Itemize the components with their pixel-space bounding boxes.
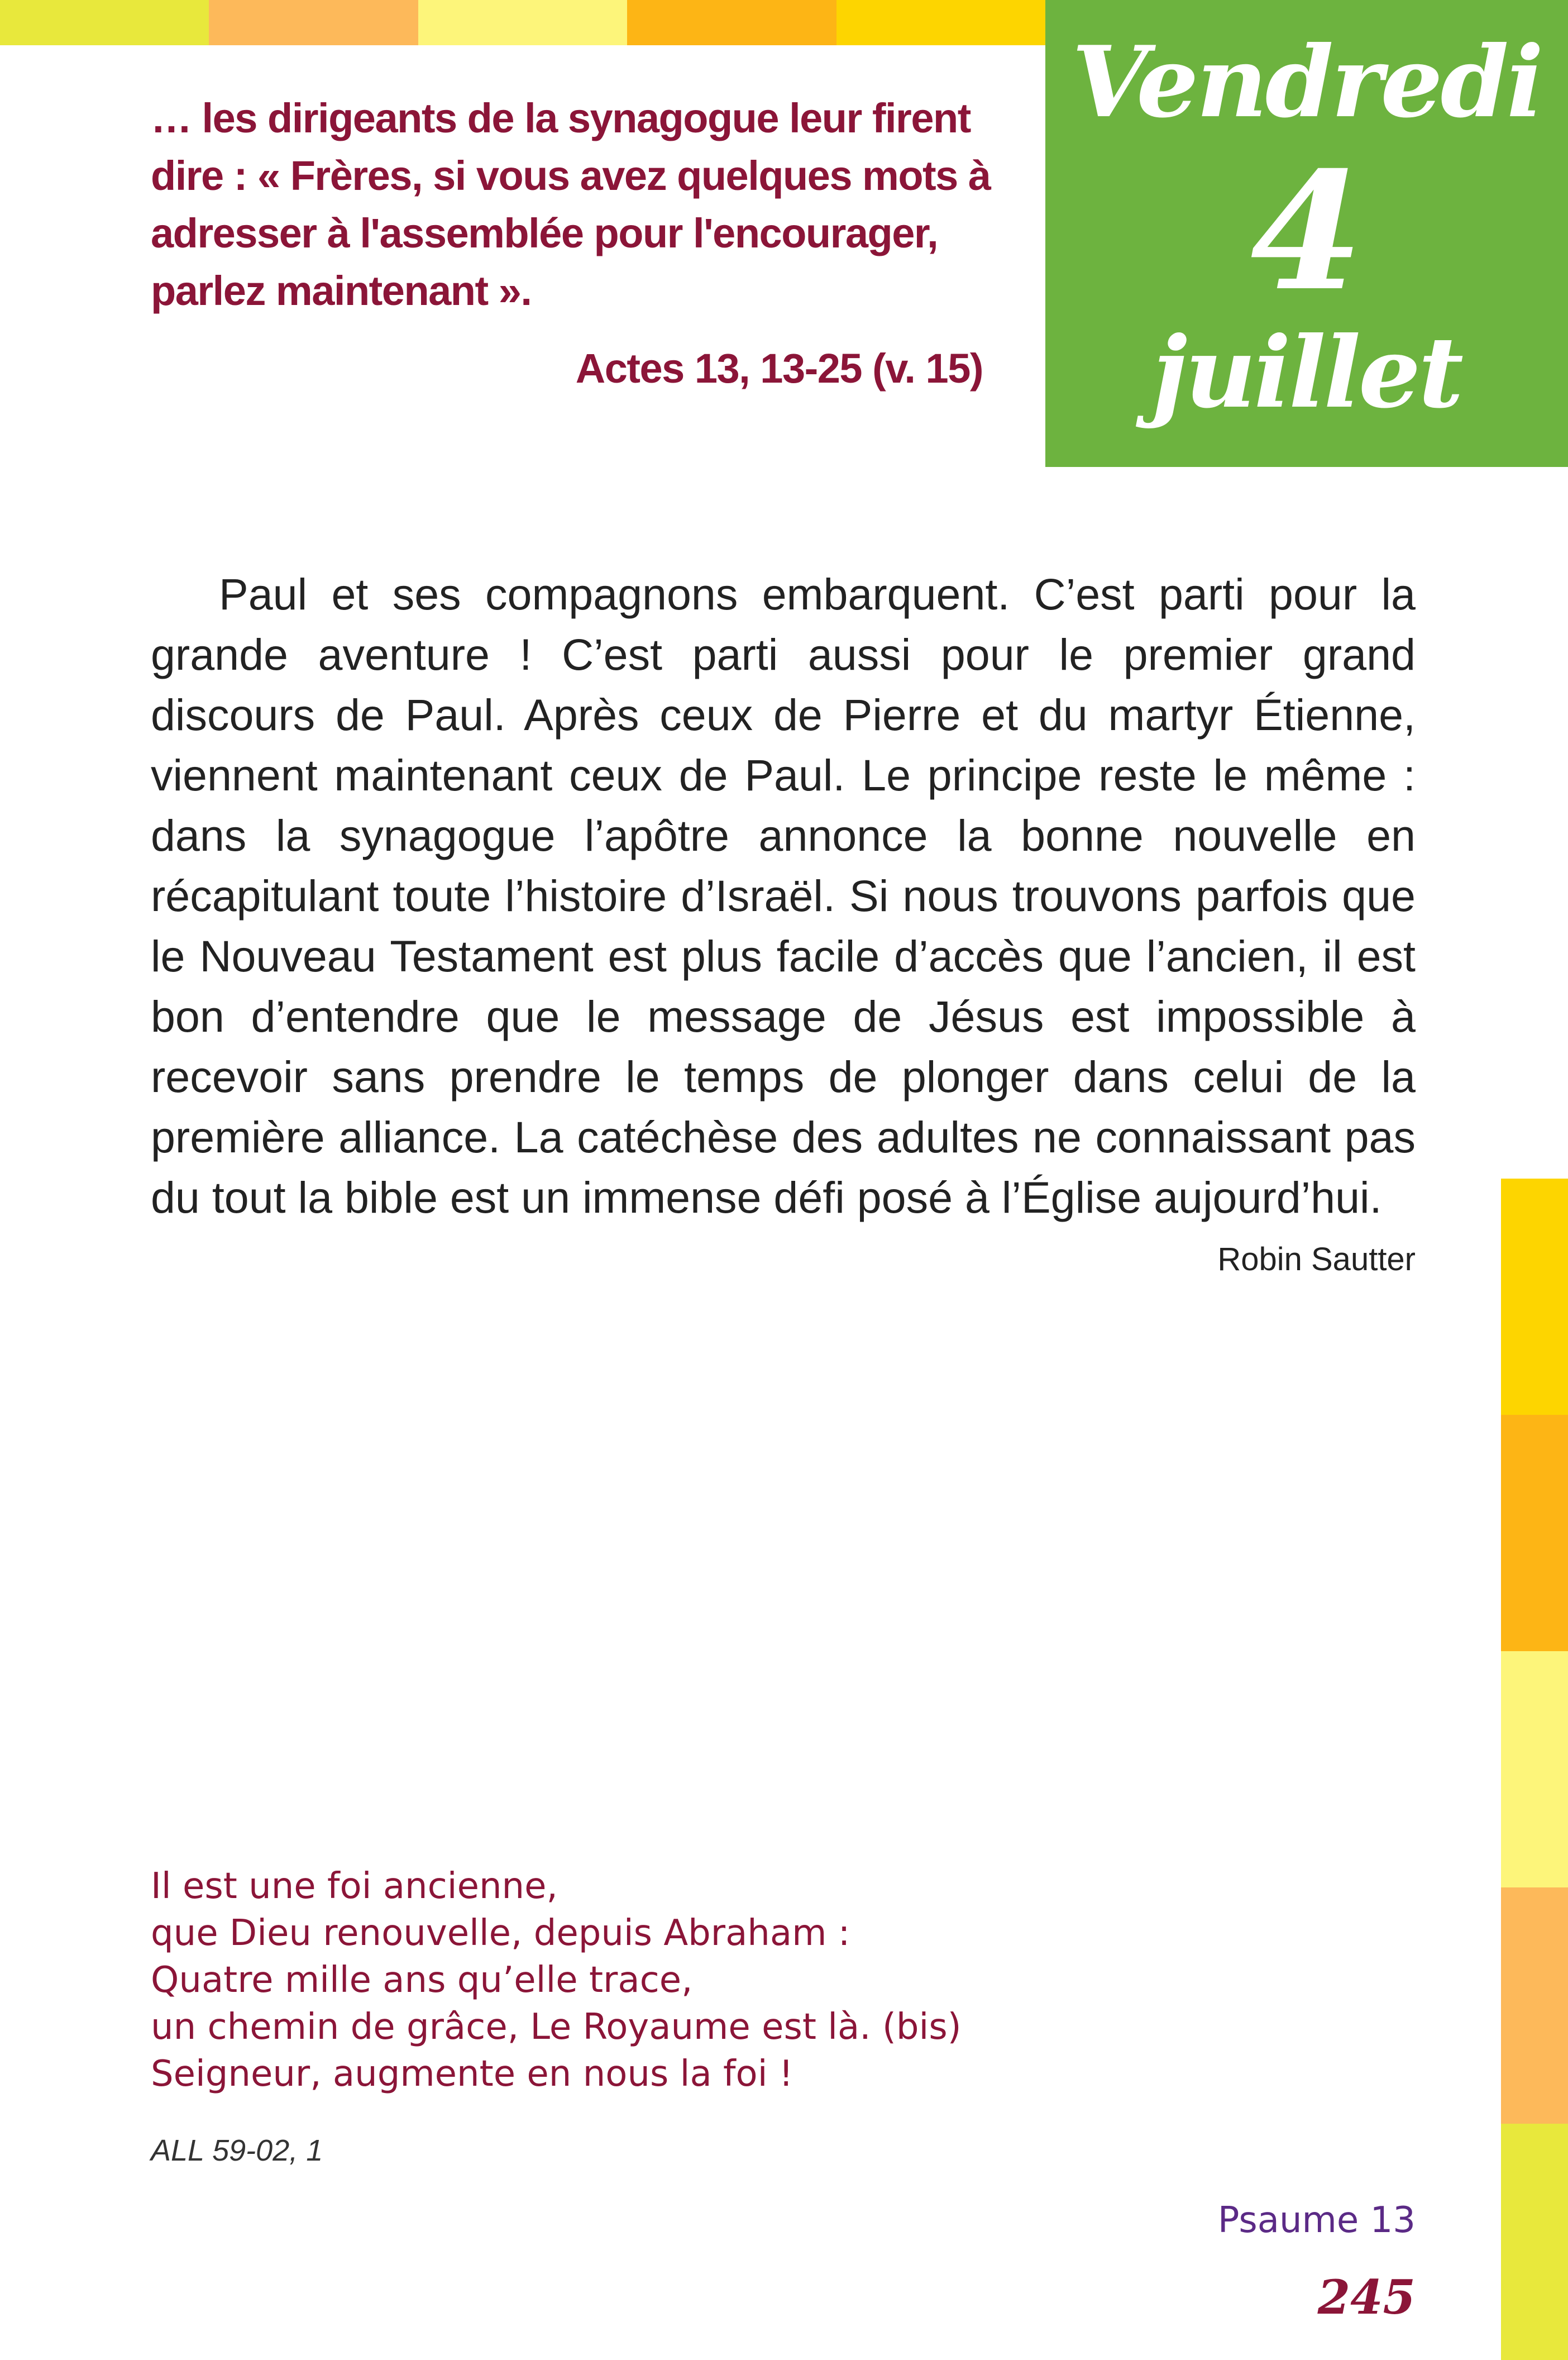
top-color-strip <box>0 0 1045 45</box>
side-strip-segment <box>1501 1651 1568 1887</box>
side-color-strip <box>1501 1179 1568 2360</box>
top-strip-segment <box>418 0 627 45</box>
date-weekday: Vendredi <box>1072 25 1542 140</box>
top-strip-segment <box>0 0 209 45</box>
side-strip-segment <box>1501 1887 1568 2124</box>
psalm-reference: Psaume 13 <box>1217 2200 1416 2241</box>
side-strip-segment <box>1501 1415 1568 1651</box>
scripture-reference: Actes 13, 13-25 (v. 15) <box>575 345 983 392</box>
date-month: juillet <box>1151 316 1462 430</box>
date-box <box>1045 0 1568 467</box>
hymn-line: Il est une foi ancienne, <box>151 1866 558 1907</box>
hymn-line: Seigneur, augmente en nous la foi ! <box>151 2053 793 2095</box>
hymn-line: que Dieu renouvelle, depuis Abraham : <box>151 1913 850 1954</box>
side-strip-segment <box>1501 1179 1568 1415</box>
top-strip-segment <box>209 0 418 45</box>
hymn-reference: ALL 59-02, 1 <box>151 2134 323 2167</box>
hymn-line: un chemin de grâce, Le Royaume est là. (bis) <box>151 2006 962 2048</box>
hymn-verse <box>151 1863 1212 2097</box>
top-strip-segment <box>627 0 836 45</box>
meditation-text: Paul et ses compagnons embarquent. C’est parti pour la grande aventure ! C’est parti aussi pour le premier grand discours de Paul. Après ceux de Pierre et du martyr Étienne, viennent maintenant ceux de Paul. Le principe reste le même : dans la synagogue l’apôtre annonce la bonne nouvelle en récapitulant toute l’histoire d’Israël. Si nous trouvons parfois que le Nouveau Testament est plus facile d’accès que l’ancien, il est bon d’entendre que le message de Jésus est impossible à recevoir sans prendre le temps de plonger dans celui de la première alliance. La catéchèse des adultes ne connaissant pas du tout la bible est un immense défi posé à l’Église aujourd’hui. <box>151 569 1416 1222</box>
scripture-quote: … les dirigeants de la synagogue leur firent dire : « Frères, si vous avez quelques mots à adresser à l'assemblée pour l'encourager, parlez maintenant ». <box>151 95 991 314</box>
page-number: 245 <box>1317 2270 1416 2325</box>
side-strip-segment <box>1501 2124 1568 2360</box>
hymn-line: Quatre mille ans qu’elle trace, <box>151 1959 693 2001</box>
date-day: 4 <box>1250 137 1363 327</box>
author-name: Robin Sautter <box>1217 1241 1416 1277</box>
top-strip-segment <box>836 0 1045 45</box>
